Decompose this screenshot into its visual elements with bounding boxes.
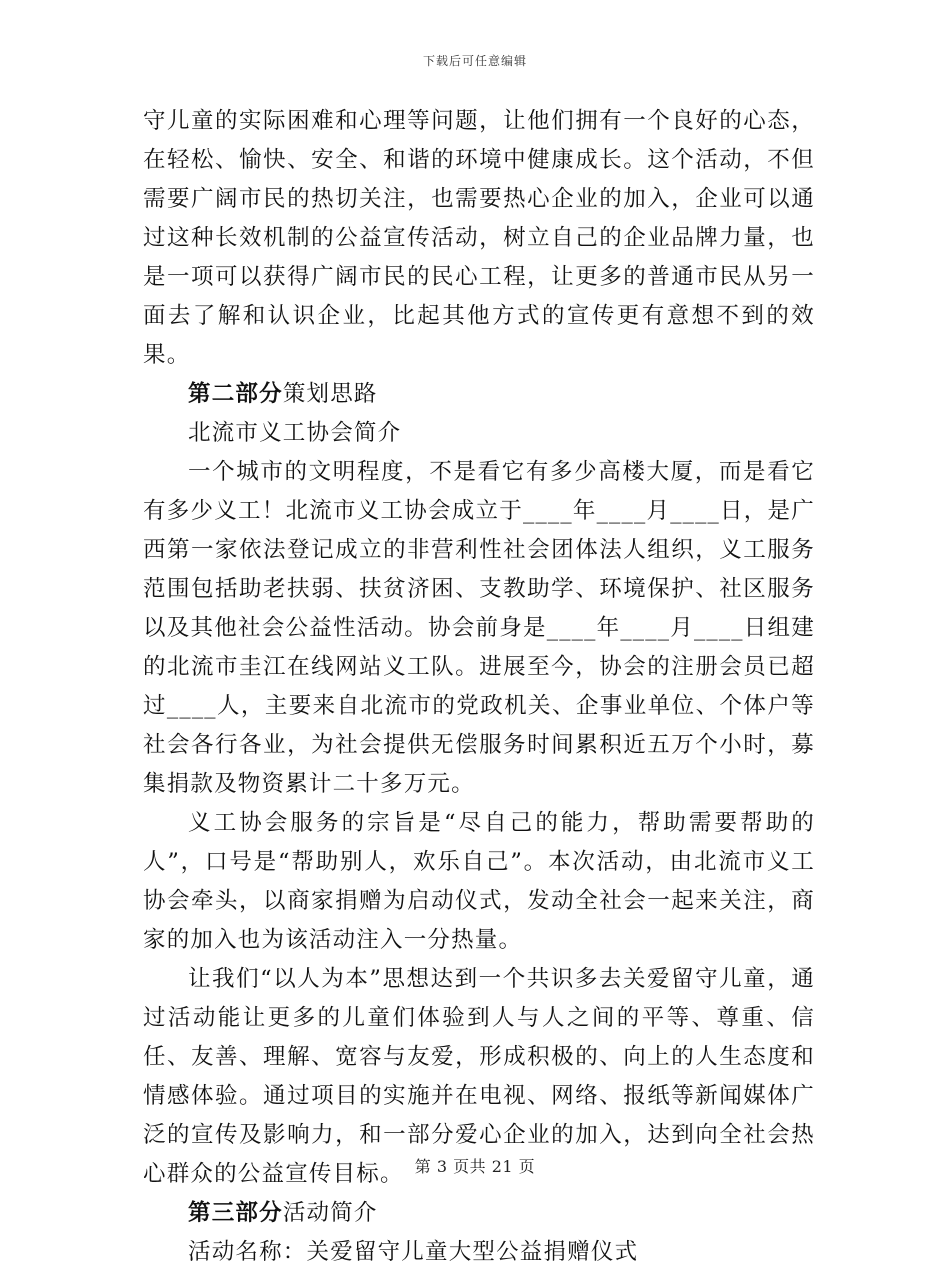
document-body <box>143 102 815 1272</box>
section-title-3: 活动简介 <box>282 1200 378 1226</box>
paragraph-activity-name: 活动名称：关爱留守儿童大型公益捐赠仪式 <box>188 1239 639 1265</box>
subheading-association-intro: 北流市义工协会简介 <box>188 420 402 446</box>
section-heading-3 <box>143 1194 815 1233</box>
paragraph-continuation: 守儿童的实际困难和心理等问题，让他们拥有一个良好的心态，在轻松、愉快、安全、和谐的环境中健康成长。这个活动，不但需要广阔市民的热切关注，也需要热心企业的加入，企业可以通过这种长效机制的公益宣传活动，树立自己的企业品牌力量，也是一项可以获得广阔市民的民心工程，让更多的普通市民从另一面去了解和认识企业，比起其他方式的宣传更有意想不到的效果。 <box>143 108 815 368</box>
paragraph-association-history: 一个城市的文明程度，不是看它有多少高楼大厦，而是看它有多少义工！北流市义工协会成立于____年____月____日，是广西第一家依法登记成立的非营利性社会团体法人组织，义工服务范围包括助老扶弱、扶贫济困、支教助学、环境保护、社区服务以及其他社会公益性活动。协会前身是____年____月____日组建的北流市圭江在线网站义工队。进展至今，协会的注册会员已超过____人，主要来自北流市的党政机关、企事业单位、个体户等社会各行各业，为社会提供无偿服务时间累积近五万个小时，募集捐款及物资累计二十多万元。 <box>143 459 815 797</box>
paragraph-association-mission: 义工协会服务的宗旨是“尽自己的能力，帮助需要帮助的人”，口号是“帮助别人，欢乐自己”。本次活动，由北流市义工协会牵头，以商家捐赠为启动仪式，发动全社会一起来关注，商家的加入也为该活动注入一分热量。 <box>143 810 815 953</box>
page-header-note: 下载后可任意编辑 <box>422 54 527 68</box>
paragraph-activity-goals: 让我们“以人为本”思想达到一个共识多去关爱留守儿童，通过活动能让更多的儿童们体验到人与人之间的平等、尊重、信任、友善、理解、宽容与友爱，形成积极的、向上的人生态度和情感体验。通过项目的实施并在电视、网络、报纸等新闻媒体广泛的宣传及影响力，和一部分爱心企业的加入，达到向全社会热心群众的公益宣传目标。 <box>143 966 815 1187</box>
page-number: 第 3 页共 21 页 <box>414 1157 536 1176</box>
section-title-2: 策划思路 <box>282 381 378 407</box>
section-number-3: 第三部分 <box>188 1200 283 1226</box>
section-number-2: 第二部分 <box>188 381 283 407</box>
section-heading-2 <box>143 375 815 414</box>
